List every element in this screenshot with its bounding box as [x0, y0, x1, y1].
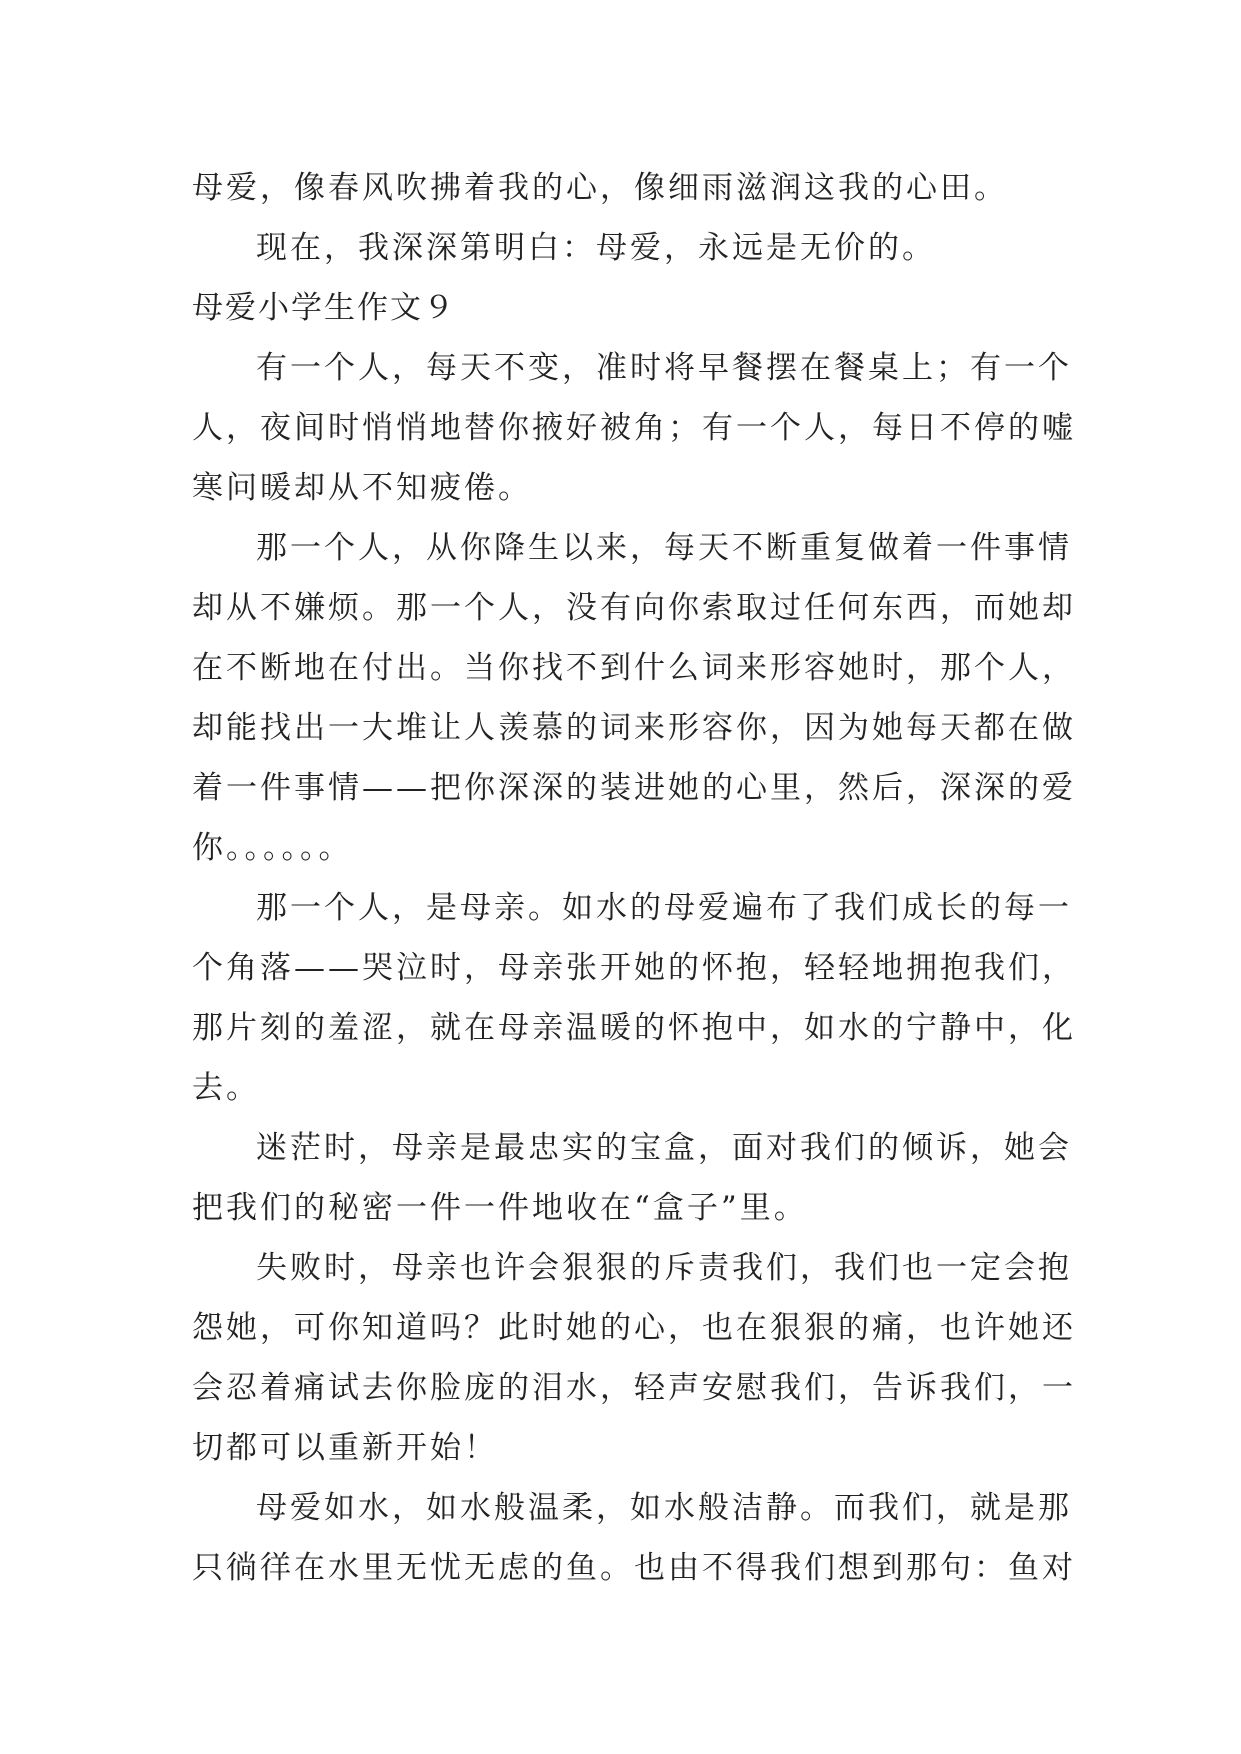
text-line: 去。 [192, 1070, 260, 1106]
text-line: 却能找出一大堆让人羡慕的词来形容你，因为她每天都在做 [192, 710, 1076, 746]
text-line: 寒问暖却从不知疲倦。 [192, 470, 532, 506]
text-line: 失败时，母亲也许会狠狠的斥责我们，我们也一定会抱 [256, 1250, 1072, 1286]
text-line: 在不断地在付出。当你找不到什么词来形容她时，那个人， [192, 650, 1076, 686]
text-line: 你。。。。。。 [192, 830, 353, 866]
text-line: 人，夜间时悄悄地替你掖好被角；有一个人，每日不停的嘘 [192, 410, 1076, 446]
text-line: 切都可以重新开始！ [192, 1430, 498, 1466]
text-line: 怨她，可你知道吗？此时她的心，也在狠狠的痛，也许她还 [192, 1310, 1076, 1346]
text-line: 现在，我深深第明白：母爱，永远是无价的。 [256, 230, 936, 266]
text-line: 却从不嫌烦。那一个人，没有向你索取过任何东西，而她却 [192, 590, 1076, 626]
text-line: 把我们的秘密一件一件地收在“盒子”里。 [192, 1190, 808, 1226]
text-line: 着一件事情——把你深深的装进她的心里，然后，深深的爱 [192, 770, 1076, 806]
text-line: 那片刻的羞涩，就在母亲温暖的怀抱中，如水的宁静中，化 [192, 1010, 1076, 1046]
essay-body [192, 158, 1076, 1598]
text-line: 只徜徉在水里无忧无虑的鱼。也由不得我们想到那句：鱼对 [192, 1550, 1076, 1586]
text-line: 那一个人，是母亲。如水的母爱遍布了我们成长的每一 [256, 890, 1072, 926]
text-line: 母爱，像春风吹拂着我的心，像细雨滋润这我的心田。 [192, 170, 1008, 206]
text-line: 那一个人，从你降生以来，每天不断重复做着一件事情 [256, 530, 1072, 566]
text-line: 有一个人，每天不变，准时将早餐摆在餐桌上；有一个 [256, 350, 1072, 386]
text-line: 母爱如水，如水般温柔，如水般洁静。而我们，就是那 [256, 1490, 1072, 1526]
section-heading: 母爱小学生作文９ [192, 290, 456, 326]
text-line: 个角落——哭泣时，母亲张开她的怀抱，轻轻地拥抱我们， [192, 950, 1076, 986]
text-line: 会忍着痛试去你脸庞的泪水，轻声安慰我们，告诉我们，一 [192, 1370, 1076, 1406]
text-line: 迷茫时，母亲是最忠实的宝盒，面对我们的倾诉，她会 [256, 1130, 1072, 1166]
